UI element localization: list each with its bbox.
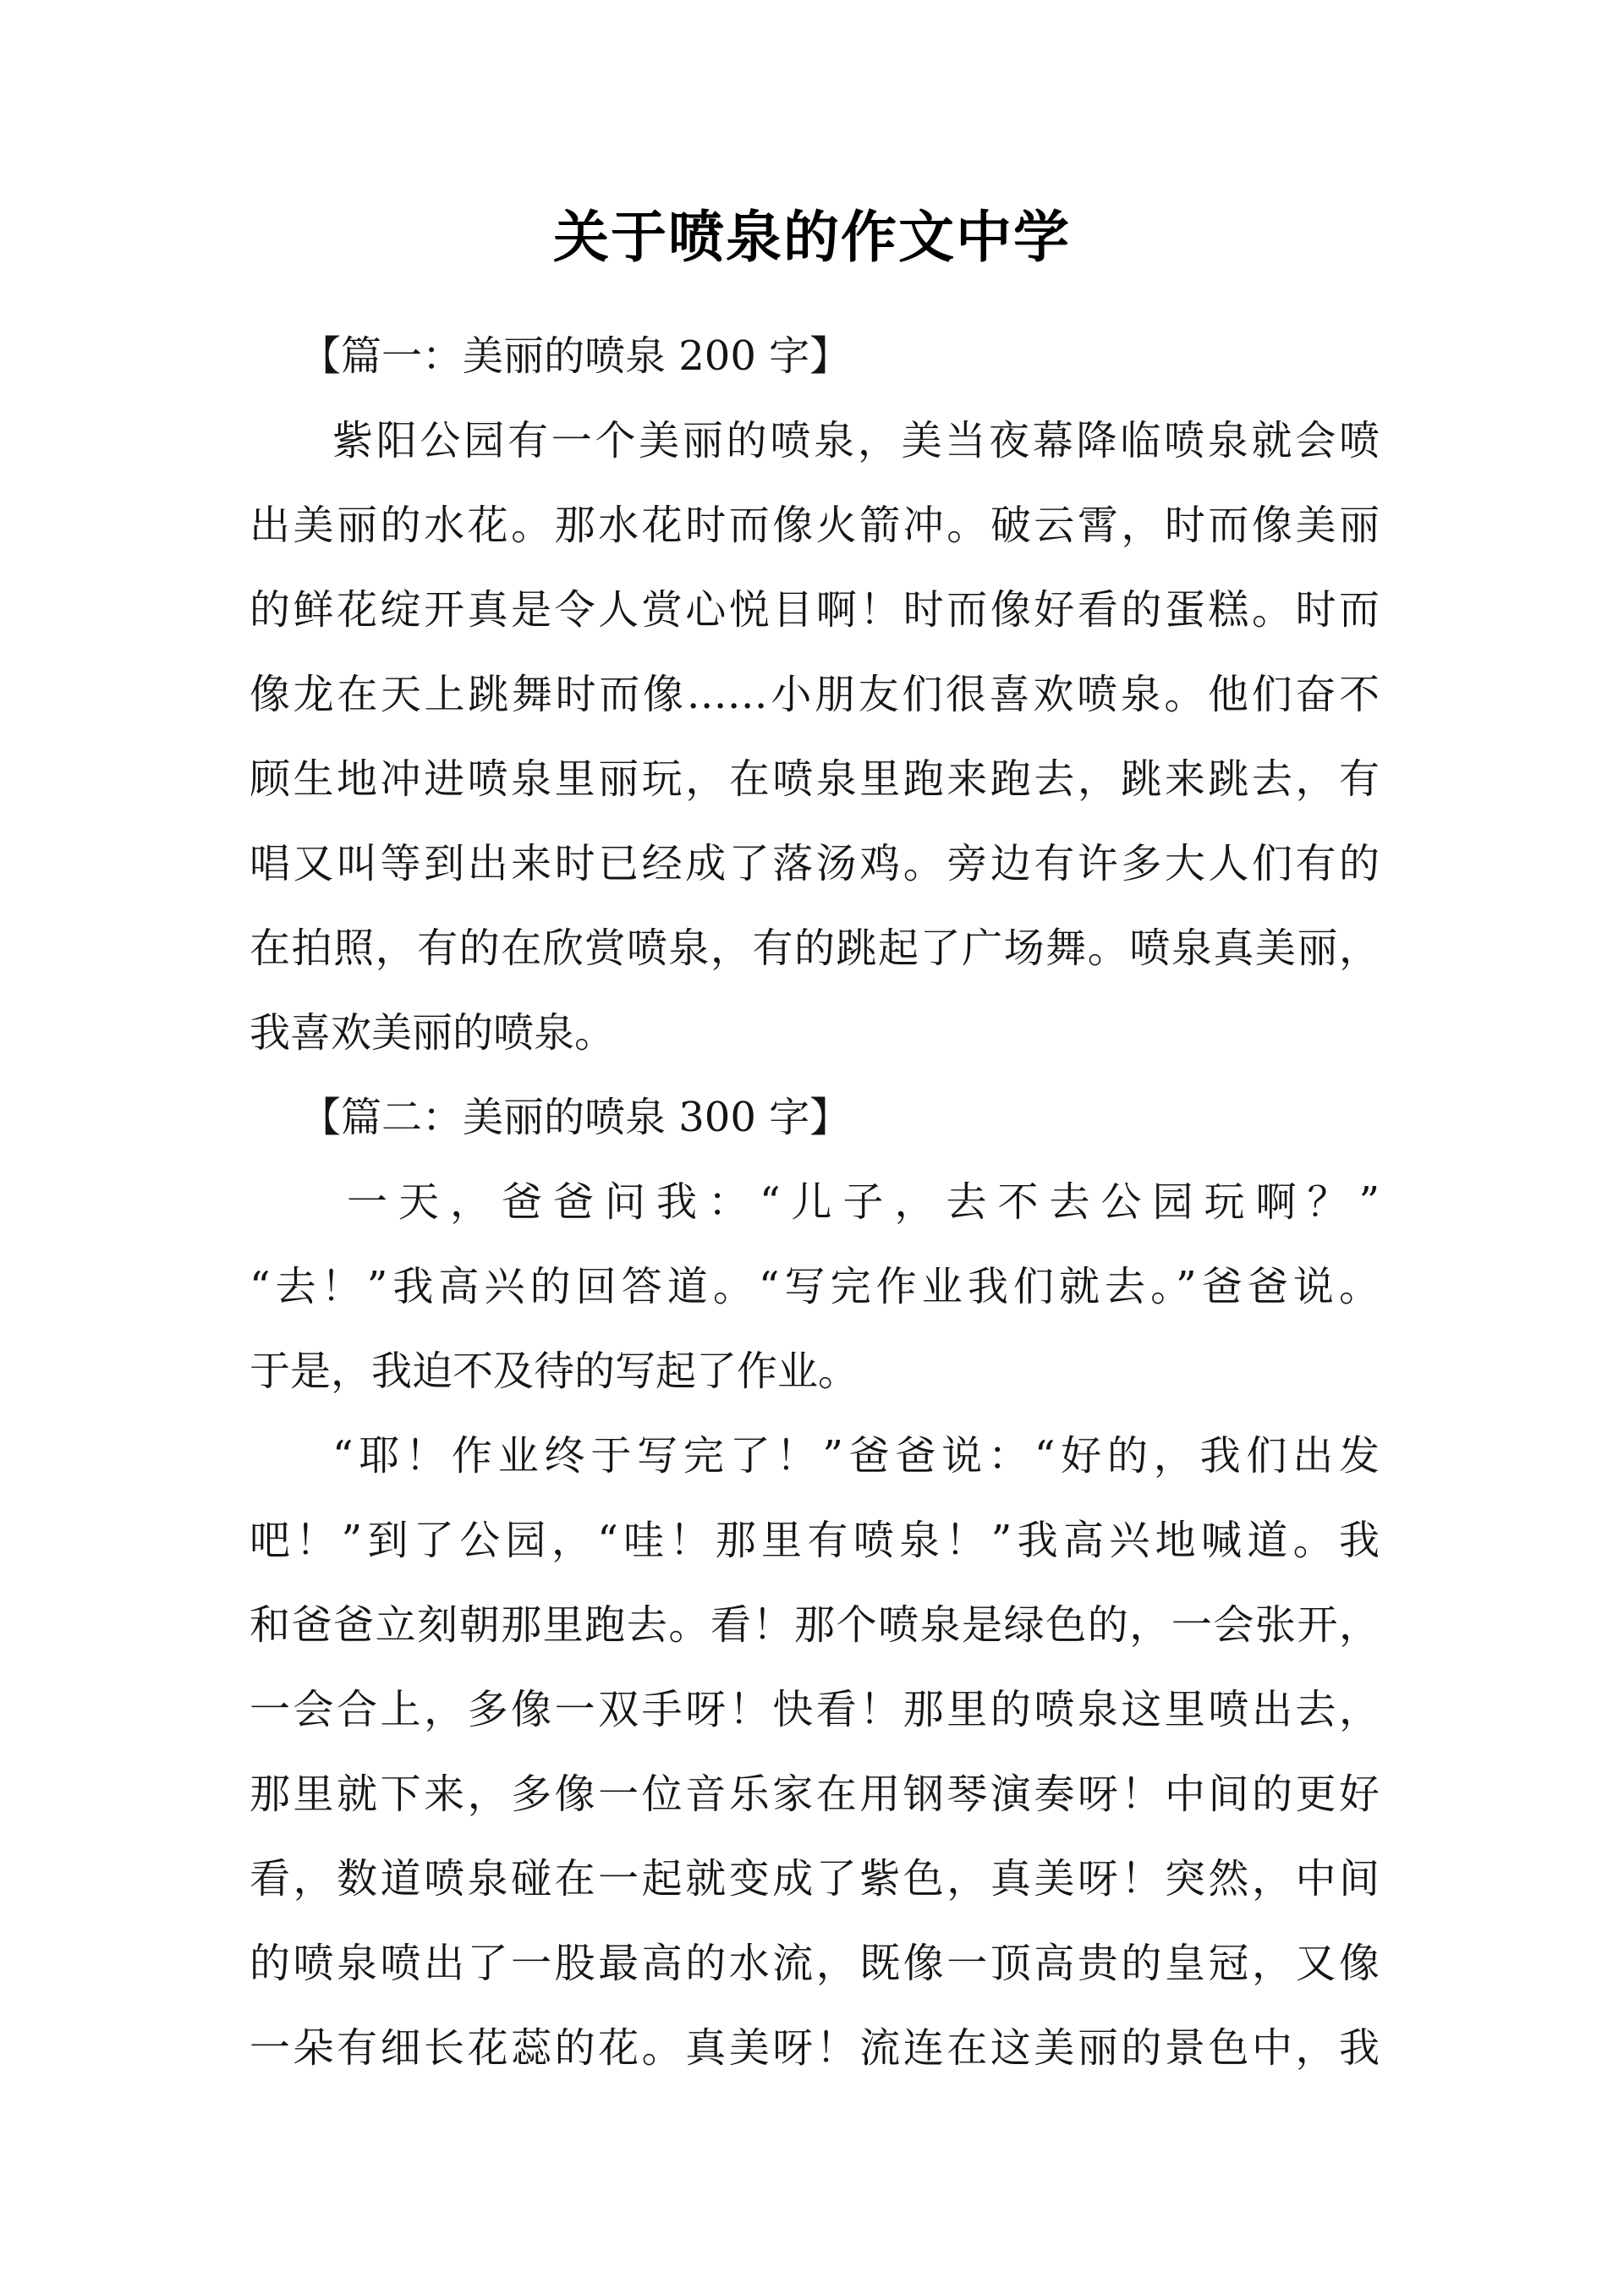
paragraph-line: 一会合上，多像一双手呀！快看！那里的喷泉这里喷出去， — [250, 1686, 1380, 1733]
paragraph-line: 一天，爸爸问我：“儿子，去不去公园玩啊？” — [347, 1178, 1380, 1226]
section-heading: 【篇二：美丽的喷泉 300 字】 — [300, 1094, 851, 1141]
paragraph-line: “去！”我高兴的回答道。“写完作业我们就去。”爸爸说。 — [250, 1263, 1380, 1310]
paragraph-line: 顾生地冲进喷泉里丽玩，在喷泉里跑来跑去，跳来跳去，有 — [250, 755, 1380, 803]
paragraph-line: “耶！作业终于写完了！”爸爸说：“好的，我们出发 — [332, 1432, 1380, 1480]
paragraph-line: 看，数道喷泉碰在一起就变成了紫色，真美呀！突然，中间 — [250, 1855, 1380, 1902]
paragraph-line: 在拍照，有的在欣赏喷泉，有的跳起了广场舞。喷泉真美丽， — [250, 925, 1380, 972]
paragraph-line: 像龙在天上跳舞时而像……小朋友们很喜欢喷泉。他们奋不 — [250, 671, 1380, 718]
paragraph-line: 一朵有细长花蕊的花。真美呀！流连在这美丽的景色中，我 — [250, 2024, 1380, 2072]
paragraph-line: 吧！”到了公园，“哇！那里有喷泉！”我高兴地喊道。我 — [250, 1517, 1380, 1564]
paragraph-line: 那里就下来，多像一位音乐家在用钢琴演奏呀！中间的更好 — [250, 1771, 1380, 1818]
paragraph-line: 的鲜花绽开真是令人赏心悦目啊！时而像好看的蛋糕。时而 — [250, 586, 1380, 634]
paragraph-line: 和爸爸立刻朝那里跑去。看！那个喷泉是绿色的，一会张开， — [250, 1601, 1380, 1649]
paragraph-line: 唱又叫等到出来时已经成了落汤鸡。旁边有许多大人们有的 — [250, 840, 1380, 887]
paragraph-line: 于是，我迫不及待的写起了作业。 — [250, 1348, 859, 1395]
paragraph-line: 我喜欢美丽的喷泉。 — [250, 1009, 616, 1057]
paragraph-line: 紫阳公园有一个美丽的喷泉，美当夜幕降临喷泉就会喷 — [332, 417, 1380, 464]
paragraph-line: 的喷泉喷出了一股最高的水流，既像一顶高贵的皇冠，又像 — [250, 1940, 1380, 1987]
section-heading: 【篇一：美丽的喷泉 200 字】 — [300, 332, 851, 380]
paragraph-line: 出美丽的水花。那水花时而像火箭冲。破云霄，时而像美丽 — [250, 502, 1380, 549]
document-title: 关于喷泉的作文中学 — [553, 205, 1071, 270]
